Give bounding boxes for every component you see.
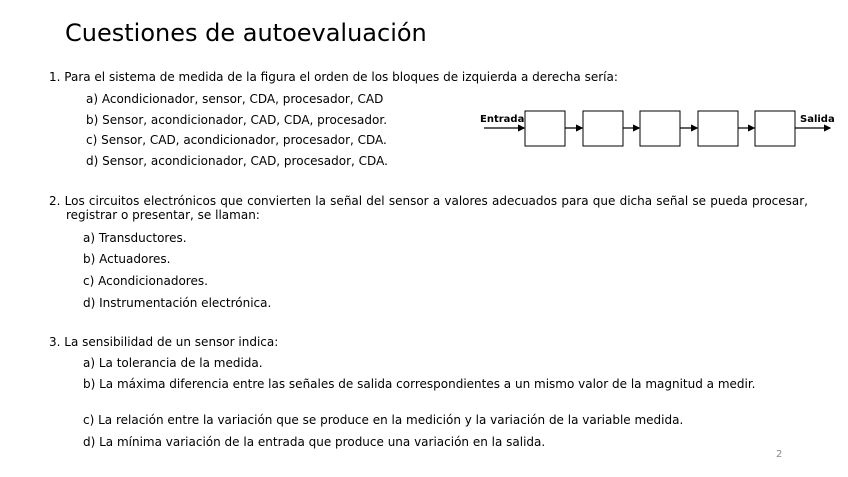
diagram-block [583,111,623,146]
diagram-block [755,111,795,146]
question-2-option-d: d) Instrumentación electrónica. [83,296,272,310]
question-1-option-a: a) Acondicionador, sensor, CDA, procesador, CAD [86,92,384,106]
question-1-text: 1. Para el sistema de medida de la figura el orden de los bloques de izquierda a derecha sería: [49,70,618,84]
diagram-block [525,111,565,146]
question-3-option-c: c) La relación entre la variación que se produce en la medición y la variación de la variable medida. [83,413,684,427]
question-2-option-a: a) Transductores. [83,231,187,245]
question-3-option-a: a) La tolerancia de la medida. [83,356,263,370]
question-2-text: 2. Los circuitos electrónicos que convierten la señal del sensor a valores adecuados para que dicha señal se pueda procesar, registrar o presentar, se llaman: [49,194,808,222]
question-3-text: 3. La sensibilidad de un sensor indica: [49,335,279,349]
question-3-option-b: b) La máxima diferencia entre las señales de salida correspondientes a un mismo valor de la magnitud a medir. [83,377,756,391]
diagram-input-label: Entrada [480,114,525,125]
question-1-option-c: c) Sensor, CAD, acondicionador, procesador, CDA. [86,133,387,147]
diagram-output-label: Salida [800,114,835,125]
slide-title: Cuestiones de autoevaluación [65,19,427,47]
diagram-block [640,111,680,146]
page-number: 2 [776,449,783,460]
diagram-block [698,111,738,146]
question-2-option-b: b) Actuadores. [83,252,171,266]
question-2-option-c: c) Acondicionadores. [83,274,208,288]
question-1-option-d: d) Sensor, acondicionador, CAD, procesador, CDA. [86,154,388,168]
block-diagram [478,106,836,152]
question-1-option-b: b) Sensor, acondicionador, CAD, CDA, procesador. [86,113,388,127]
question-3-option-d: d) La mínima variación de la entrada que produce una variación en la salida. [83,435,546,449]
